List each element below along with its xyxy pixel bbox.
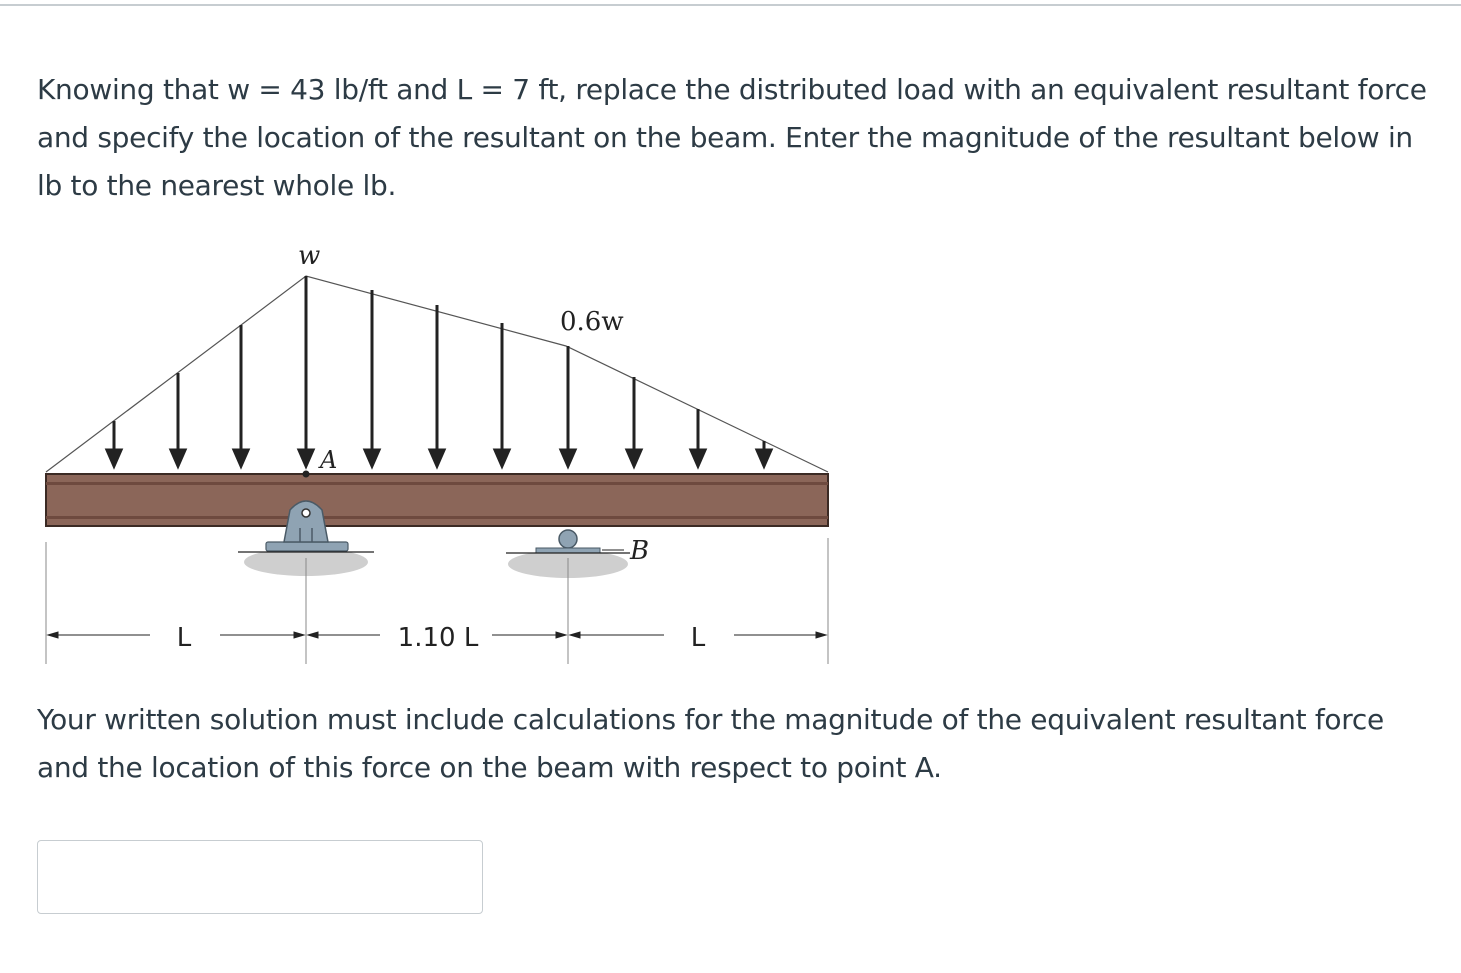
top-divider xyxy=(0,4,1461,6)
load-mid-label: 0.6w xyxy=(560,307,624,337)
dimension-left-label: L xyxy=(176,623,192,653)
answer-input[interactable] xyxy=(37,840,483,914)
dimension-middle-label: 1.10 L xyxy=(397,623,479,653)
beam-diagram xyxy=(40,228,840,668)
beam xyxy=(46,474,828,526)
support-b xyxy=(506,530,630,664)
load-peak-label: w xyxy=(298,241,321,271)
solution-instructions: Your written solution must include calculations for the magnitude of the equivalent resultant force and the location of this force on the beam with respect to point A. xyxy=(37,703,1384,784)
point-a-marker xyxy=(303,471,310,478)
dimension-right-label: L xyxy=(690,623,706,653)
load-arrows xyxy=(107,276,771,466)
question-prompt: Knowing that w = 43 lb/ft and L = 7 ft, replace the distributed load with an equivalent resultant force and specify the location of the resultant on the beam. Enter the magnitude of the resultant below in lb to the nearest whole lb. xyxy=(37,73,1427,202)
support-b-label: B xyxy=(630,536,650,566)
support-a-label: A xyxy=(320,446,338,474)
